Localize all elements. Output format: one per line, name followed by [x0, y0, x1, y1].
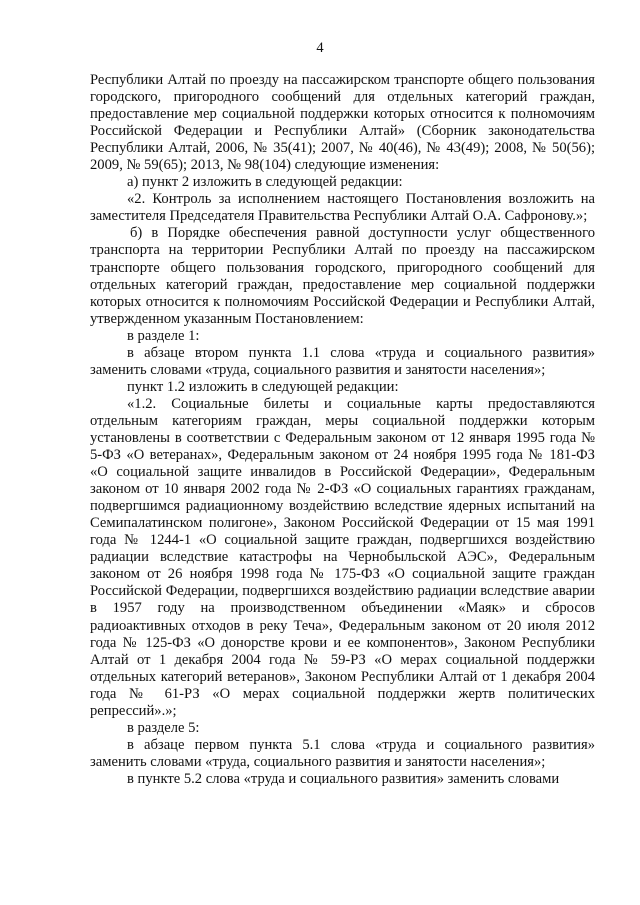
- paragraph-point-5-2: в пункте 5.2 слова «труда и социального развития» заменить словами: [127, 770, 560, 787]
- paragraph-section-5: в разделе 5:: [127, 719, 200, 736]
- paragraph-point-1-2: пункт 1.2 изложить в следующей редакции:: [127, 378, 399, 395]
- page-number: 4: [316, 40, 324, 56]
- paragraph-section-1: в разделе 1:: [127, 327, 200, 344]
- paragraph-point-1-2-text: «1.2. Социальные билеты и социальные карты предоставляются отдельным категориям граждан, меры социальной поддержки которым установлены в соответствии с Федеральным законом от 12 января 1995 года № 5-ФЗ «О ветеранах», Федеральным законом от 24 ноября 1995 года № 181-ФЗ «О социальной защите инвалидов в Российской Федерации», Федеральным законом от 10 января 2002 года № 2-ФЗ «О социальных гарантиях гражданам, подвергшимся радиационному воздействию вследствие ядерных испытаний на Семипалатинском полигоне», Законом Российской Федерации от 15 мая 1991 года № 1244-1 «О социальной защите граждан, подвергшихся воздействию радиации вследствие катастрофы на Чернобыльской АЭС», Федеральным законом от 26 ноября 1998 года № 175-ФЗ «О социальной защите граждан Российской Федерации, подвергшихся воздействию радиации вследствие аварии в 1957 году на производственном объединении «Маяк» и сбросов радиоактивных отходов в реку Теча», Федеральным законом от 20 июля 2012 года № 125-ФЗ «О донорстве крови и ее компонентов», Законом Республики Алтай от 1 декабря 2004 года № 59-РЗ «О мерах социальной поддержки отдельных категорий ветеранов», Законом Республики Алтай от 1 декабря 2004 года № 61-РЗ «О мерах социальной поддержки жертв политических репрессий».»;: [90, 395, 595, 719]
- document-body: [90, 72, 595, 788]
- paragraph-item-a: а) пункт 2 изложить в следующей редакции:: [127, 174, 403, 191]
- paragraph-intro: Республики Алтай по проезду на пассажирском транспорте общего пользования городского, пригородного сообщений для отдельных категорий граждан, предоставление мер социальной поддержки которых относится к полномочиям Российской Федерации и Республики Алтай» (Сборник законодательства Республики Алтай, 2006, № 35(41); 2007, № 40(46), № 43(49); 2008, № 50(56); 2009, № 59(65); 2013, № 98(104) следующие изменения:: [90, 72, 595, 174]
- paragraph-item-b: б) в Порядке обеспечения равной доступности услуг общественного транспорта на территории Республики Алтай по проезду на пассажирском транспорте общего пользования городского, пригородного сообщений для отдельных категорий граждан, предоставление мер социальной поддержки которых относится к полномочиям Российской Федерации и Республики Алтай, утвержденном указанным Постановлением:: [90, 225, 595, 327]
- paragraph-item-a-text: «2. Контроль за исполнением настоящего Постановления возложить на заместителя Председателя Правительства Республики Алтай О.А. Сафронову.»;: [90, 191, 595, 225]
- paragraph-point-1-1: в абзаце втором пункта 1.1 слова «труда и социального развития» заменить словами «труда, социального развития и занятости населения»;: [90, 344, 595, 378]
- paragraph-point-5-1: в абзаце первом пункта 5.1 слова «труда и социального развития» заменить словами «труда, социального развития и занятости населения»;: [90, 736, 595, 770]
